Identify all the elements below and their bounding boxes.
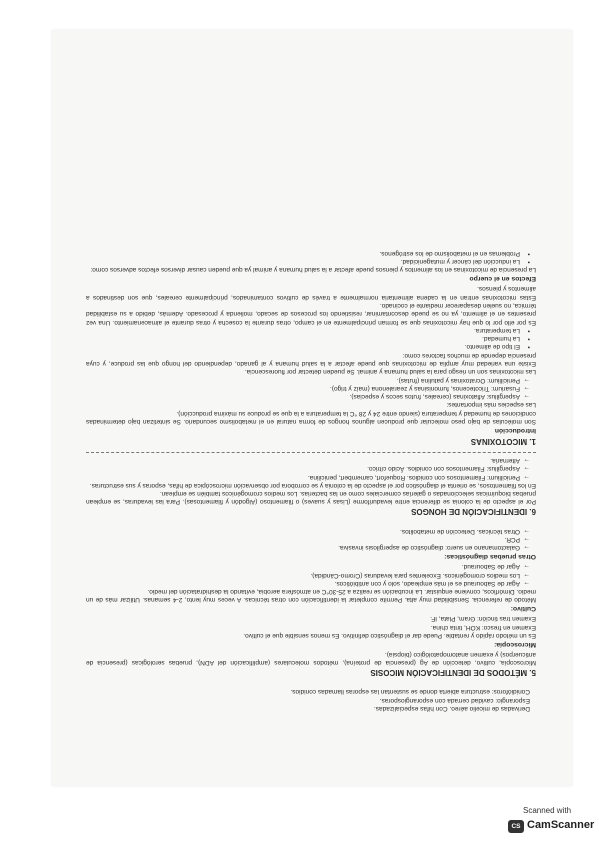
arrow-icon: → [523, 544, 530, 552]
list-item [86, 326, 536, 334]
scanned-page [52, 30, 572, 786]
list-item-text: Fusarium: Tricotecenos, fumonisinas y zearalenona (maíz y trigo). [329, 384, 520, 392]
list-item [86, 392, 536, 400]
subsection-heading: Efectos en el cuerpo [469, 275, 536, 283]
list-item [86, 579, 536, 587]
bullet-icon: • [527, 326, 530, 334]
list-item-text: El tipo de alimento. [464, 343, 520, 351]
list-item [86, 570, 536, 578]
list-item-text: Agar de Sabouraud. [461, 563, 520, 571]
subsection-heading: Introducción [494, 426, 536, 434]
paragraph: Existe una variedad muy amplia de micotoxinas que puede afectar a la salud humana y al ganado, dependiendo del hongo que las produce, y cuya presencia depende de muchos factores como: [86, 351, 536, 368]
list-item [86, 375, 536, 383]
list-item-text: Alternaria. [490, 456, 520, 464]
list-item [86, 695, 536, 703]
list-item [86, 526, 536, 534]
list-item-text: Los medios cromogénicos. Excelentes para levaduras (Cromo-Cándida). [310, 571, 520, 579]
list-item-text: Galactomanano en suero: diagnóstico de aspergilosis invasiva. [338, 544, 520, 552]
list-item [86, 472, 536, 480]
arrow-icon: → [523, 536, 530, 544]
section-heading: 1. MICOTOXINAS [470, 436, 536, 446]
bullet-icon: • [527, 249, 530, 257]
paragraph: Examen en fresco: KOH, tinta china. [430, 623, 536, 631]
paragraph: Es por ello por lo que hay micotoxinas que se forman principalmente en el campo, otras durante la cosecha y otras durante el almacenamiento. Una vez presentes en el alimento, ya no se puede descontaminar, resistiendo los procesos de secado, molienda y procesado. Además, debido a su estabilidad térmica, no suelen desaparecer mediante el cocinado. [86, 301, 536, 326]
list-item [86, 384, 536, 392]
list-item [86, 464, 536, 472]
arrow-icon: → [523, 393, 530, 401]
list-item [86, 535, 536, 543]
list-item [86, 249, 536, 257]
paragraph: Son moléculas de bajo peso molecular que producen algunos hongos de forma natural en el metabolismo secundario. Se sintetizan bajo determinadas condiciones de humedad y temperatura (siendo entre 24 y 28 °C la temperatura a la que se produce su máxima producción). [86, 409, 536, 426]
arrow-icon: → [523, 579, 530, 587]
list-item-text: La inducción del cáncer y mutagenicidad. [400, 258, 520, 266]
paragraph: Método de referencia. Sensibilidad muy alta. Permite completar la identificación con otras técnicas. A veces muy lento, 2-4 semanas. Utilizar más de un medio. Dimórficos, conviene enquistar. La incubación se realiza a 25-30°C en atmósfera aerobia, evitando la deshidratación del medio. [86, 588, 536, 604]
camscanner-logo-icon: CS [508, 820, 524, 833]
paragraph: Las especies más importantes: [446, 401, 536, 409]
list-item-text: Penicillium: Ocratoxinas y patulina (frutas). [396, 376, 520, 384]
paragraph: Microscopía, cultivo, detección de Ag (presencia de proteína), métodos moleculares (amplificación del ADN), pruebas serológicas (presencia de anticuerpos) y examen anatomopatológico (biopsia). [86, 650, 536, 667]
paragraph: Estas micotoxinas entran en la cadena alimentaria normalmente a través de cultivos contaminados, principalmente cereales, que son destinados a alimentos y piensos. [86, 285, 536, 301]
subsection-heading: Cultivo: [510, 605, 536, 613]
list-item-text: Penicillium: Filamentosos con conidios. Roquefort, camembert, penicilina. [307, 473, 520, 481]
arrow-icon: → [523, 473, 530, 481]
list-item [86, 543, 536, 551]
camscanner-watermark [505, 806, 595, 840]
list-item-text: PCR. [504, 536, 520, 544]
list-item-text: Aspergillus: Filamentosos con conidios. Ácido cítrico. [367, 465, 520, 473]
list-item [86, 456, 536, 464]
list-item [86, 687, 536, 695]
bullet-icon: • [527, 258, 530, 266]
paragraph: La presencia de micotoxinas en los alimentos y piensos puede afectar a la salud humana y animal ya que pueden causar diversos efectos adversos como: [90, 266, 536, 274]
arrow-icon: → [523, 563, 530, 571]
subsection-heading: Microscopía: [494, 640, 536, 648]
list-item [86, 334, 536, 342]
paragraph: Por el aspecto de la colonia se diferencia entre levaduriforme (Lisas y suaves) o filamentoso (Algodón y filamentosas). Para las levaduras, se emplean pruebas bioquímicas seleccionadas o galerías comerciales como en las bacterias. Los medios cromogénicos también se emplean. [86, 490, 536, 506]
list-item [86, 704, 536, 712]
list-item [86, 257, 536, 265]
list-item [86, 342, 536, 350]
section-heading: 5. MÉTODOS DE IDENTIFICACIÓN MICOSIS [370, 668, 536, 678]
arrow-icon: → [523, 376, 530, 384]
list-item-text: Aspergillus: Aflatoxinas (cereales, frutos secos y especias). [349, 393, 520, 401]
list-item-text: Problemas en el metabolismo de los estrógenos. [379, 249, 520, 257]
section-divider [86, 452, 536, 453]
upside-down-content [52, 30, 572, 786]
list-item [86, 562, 536, 570]
paragraph: En los filamentosos, se orienta el diagnóstico por el aspecto de la colonia y se corrobora por observación microscópica de hifas, esporas y sus estructuras. [89, 481, 536, 489]
paragraph: Es un método rápido y rentable. Puede dar el diagnóstico definitivo. Es menos sensible que el cultivo. [243, 631, 536, 639]
arrow-icon: → [523, 384, 530, 392]
watermark-caption: Scanned with [522, 806, 572, 815]
arrow-icon: → [523, 456, 530, 464]
arrow-icon: → [523, 465, 530, 473]
paragraph: Examen tras tinción: Gram, Plata, IF. [430, 615, 536, 623]
paragraph: Las micotoxinas son un riesgo para la salud humana y animal. Se pueden detectar por fluorescencia. [244, 368, 536, 376]
bullet-icon: • [527, 343, 530, 351]
document-body [86, 249, 536, 712]
list-item-text: La humedad. [482, 335, 520, 343]
list-item-text: Agar de Sabouraud es el más empleado, solo y con antibióticos. [334, 579, 520, 587]
watermark-brand: CamScanner [527, 819, 595, 831]
arrow-icon: → [523, 571, 530, 579]
list-item-text: La temperatura. [474, 326, 520, 334]
list-item-text: Otras técnicas. Detección de metabolitos. [400, 527, 520, 535]
subsection-heading: Otras pruebas diagnósticas: [444, 552, 536, 560]
arrow-icon: → [523, 527, 530, 535]
list-item-text: Conidióforos: estructura abierta donde se sustentan las esporas llamadas conidios. [290, 688, 530, 696]
bullet-icon: • [527, 335, 530, 343]
section-heading: 6. IDENTIFICACIÓN DE HONGOS [411, 507, 536, 517]
list-item-text: Derivadas de micelio aéreo. Con hifas especializadas. [373, 705, 530, 712]
list-item-text: Esporangio: cavidad cerrada con esporangiosporas. [379, 696, 530, 704]
